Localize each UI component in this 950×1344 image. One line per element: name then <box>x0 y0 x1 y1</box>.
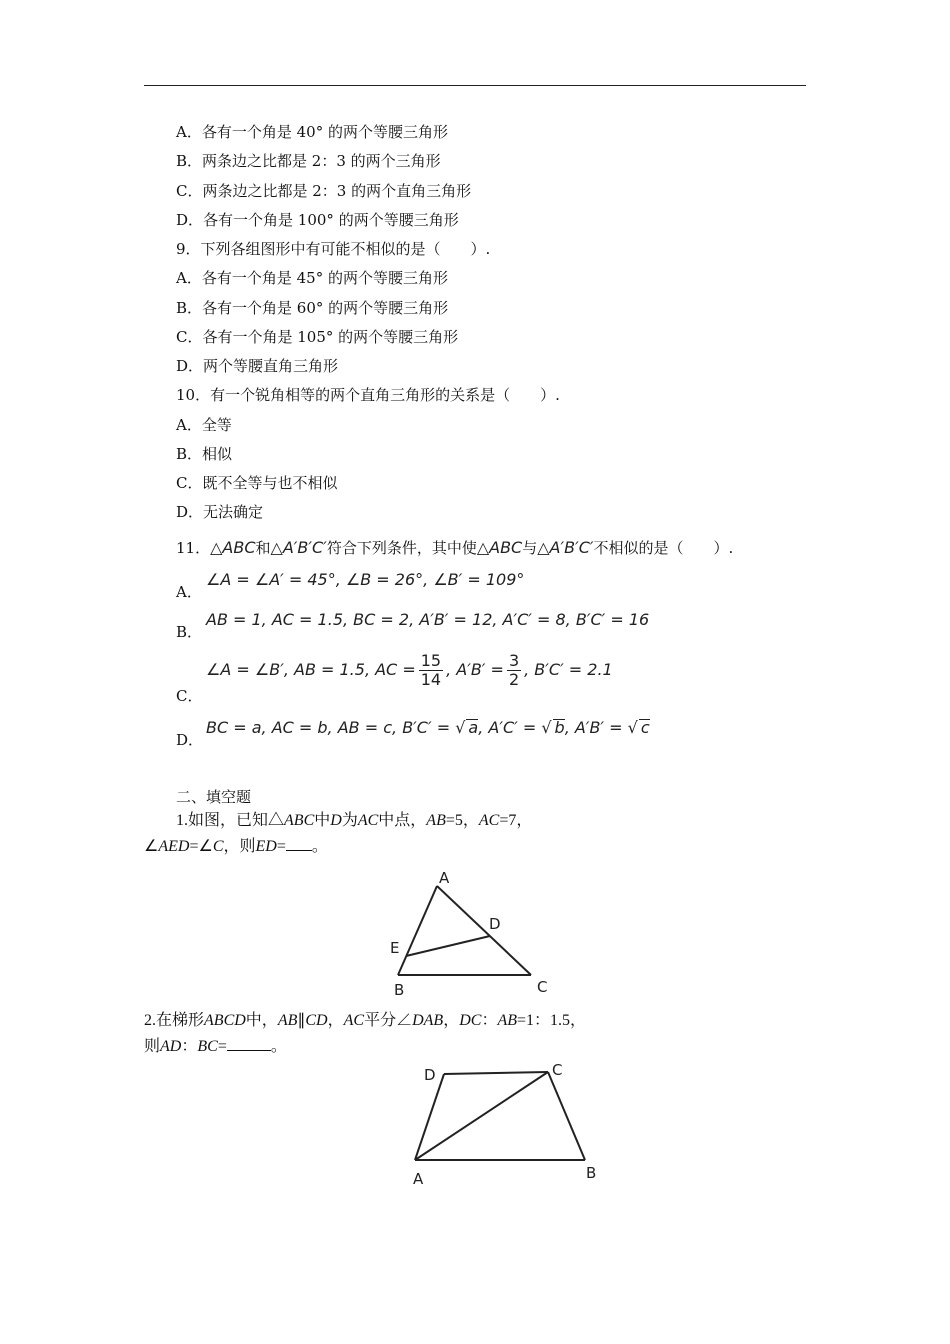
q11-option-b-math: AB = 1, AC = 1.5, BC = 2, A′B′ = 12, A′C′ = 8, B′C′ = 16 <box>206 610 650 629</box>
trapezoid-diagonal-ac <box>415 1072 548 1160</box>
figure-triangle <box>380 866 560 1000</box>
q11-tri3: △ABC <box>476 538 523 557</box>
q11-with: 与 <box>522 539 538 557</box>
q9-stem: 9．下列各组图形中有可能不相似的是（ ）. <box>176 240 491 258</box>
q9-option-b: B．各有一个角是 60° 的两个等腰三角形 <box>176 299 449 317</box>
q11-option-c-math <box>206 652 613 689</box>
fill-q1-ac: AC <box>357 812 379 829</box>
fill-q2-ac: AC <box>343 1012 365 1029</box>
fig1-label-d: D <box>489 915 501 933</box>
q11-option-d-label: D． <box>176 731 204 749</box>
q11-tri4: △A′B′C′ <box>537 538 594 557</box>
q11-stem <box>176 538 733 558</box>
fill-q1-text: 。 <box>311 838 328 855</box>
q11-middle: 符合下列条件，其中使 <box>326 539 477 557</box>
q11-option-a-math: ∠A = ∠A′ = 45°, ∠B = 26°, ∠B′ = 109° <box>206 570 525 589</box>
q11-option-a-label: A． <box>176 583 202 601</box>
fig2-label-c: C <box>552 1061 563 1079</box>
q11-d-part-c: , A′B′ = <box>564 718 623 737</box>
q10-stem: 10．有一个锐角相等的两个直角三角形的关系是（ ）. <box>176 386 560 404</box>
q11-c-frac1-den: 14 <box>420 670 442 689</box>
fill-q2-text: = <box>217 1038 227 1055</box>
q11-c-part-b: , A′B′ = <box>446 660 504 679</box>
q11-d-sqrt2: b <box>554 718 565 737</box>
fill-q1-text: ，则 <box>223 838 256 855</box>
fill-q2-bc: BC <box>197 1038 218 1055</box>
fill-q1-answer-blank[interactable] <box>286 836 312 851</box>
q11-c-frac1 <box>419 652 443 689</box>
fig2-label-a: A <box>413 1170 424 1188</box>
q11-c-part-a: ∠A = ∠B′, AB = 1.5, AC = <box>206 660 416 679</box>
fill-q1-text: 1.如图，已知△ <box>176 812 285 829</box>
q11-prefix: 11． <box>176 539 211 557</box>
q11-option-b-label: B． <box>176 623 203 641</box>
fill-q1-text: =5， <box>445 812 479 829</box>
q10-option-a: A．全等 <box>176 416 232 434</box>
fill-q2-answer-blank[interactable] <box>227 1036 271 1051</box>
fill-q2-dab: DAB <box>412 1012 444 1029</box>
q9-option-a: A．各有一个角是 45° 的两个等腰三角形 <box>176 269 448 287</box>
fill-q1-text: 为 <box>341 812 358 829</box>
fill-q1-c: C <box>212 838 224 855</box>
fill-q1-line1 <box>176 811 532 831</box>
q11-tri2: △A′B′C′ <box>270 538 327 557</box>
fill-q2-text: ： <box>481 1012 498 1029</box>
fill-q2-text: 平分∠ <box>364 1012 413 1029</box>
q11-d-part-a: BC = a, AC = b, AB = c, B′C′ = <box>206 718 451 737</box>
fill-q1-text: ∠ <box>144 838 159 855</box>
fill-q2-dc: DC <box>459 1012 482 1029</box>
q11-c-frac2 <box>507 652 521 689</box>
q8-option-d: D．各有一个角是 100° 的两个等腰三角形 <box>176 211 459 229</box>
q10-option-b: B．相似 <box>176 445 233 463</box>
triangle-segment-ed <box>406 936 490 956</box>
fill-q1-aed: AED <box>158 838 190 855</box>
q11-d-part-b: , A′C′ = <box>478 718 537 737</box>
fig1-label-a: A <box>439 869 450 887</box>
fill-q2-ad: AD <box>160 1038 182 1055</box>
fill-q1-text: 中 <box>314 812 331 829</box>
q11-suffix: 不相似的是（ ）. <box>593 539 734 557</box>
fill-q2-line1 <box>144 1011 586 1031</box>
fill-q1-abc: ABC <box>284 812 315 829</box>
fill-q2-text: ∥ <box>297 1012 306 1029</box>
fig1-label-e: E <box>390 939 400 957</box>
fig1-label-b: B <box>394 981 405 999</box>
q11-and: 和 <box>255 539 271 557</box>
q10-option-d: D．无法确定 <box>176 503 264 521</box>
fill-q2-text: 。 <box>270 1038 287 1055</box>
fill-q2-text: 2.在梯形 <box>144 1012 205 1029</box>
q11-c-frac1-num: 15 <box>420 651 442 670</box>
q11-c-part-c: , B′C′ = 2.1 <box>524 660 613 679</box>
q8-option-c: C．两条边之比都是 2：3 的两个直角三角形 <box>176 182 472 200</box>
triangle-side-ac <box>437 886 531 975</box>
fill-q1-ed: ED <box>255 838 277 855</box>
fill-q1-text: =∠ <box>189 838 213 855</box>
fill-q1-text: 中点， <box>378 812 427 829</box>
q11-c-frac2-num: 3 <box>508 651 520 670</box>
trapezoid-side-ad <box>415 1074 444 1160</box>
fill-q2-text: 中， <box>245 1012 278 1029</box>
fill-q1-line2 <box>144 836 328 857</box>
q11-d-sqrt3: c <box>640 718 650 737</box>
fill-q2-text: 则 <box>144 1038 161 1055</box>
fill-q2-text: ， <box>443 1012 460 1029</box>
trapezoid-side-dc <box>444 1072 548 1074</box>
q10-option-c: C．既不全等与也不相似 <box>176 474 338 492</box>
fill-q2-cd: CD <box>305 1012 328 1029</box>
q9-option-c: C．各有一个角是 105° 的两个等腰三角形 <box>176 328 459 346</box>
fig1-label-c: C <box>537 978 548 996</box>
q11-d-sqrt1: a <box>468 718 479 737</box>
fill-q2-line2 <box>144 1036 287 1057</box>
trapezoid-side-bc <box>548 1072 585 1160</box>
fig2-label-d: D <box>424 1066 436 1084</box>
fill-q1-d: D <box>330 812 342 829</box>
fill-q1-text: =7， <box>499 812 533 829</box>
fill-q2-abcd: ABCD <box>204 1012 246 1029</box>
section2-heading: 二、填空题 <box>176 788 252 806</box>
q11-option-d-math: BC = a, AC = b, AB = c, B′C′ = √ a, A′C′ = √ b, A′B′ = √ c <box>206 718 650 737</box>
q11-tri1: △ABC <box>210 538 256 557</box>
q8-option-b: B．两条边之比都是 2：3 的两个三角形 <box>176 152 441 170</box>
figure-trapezoid <box>400 1058 610 1192</box>
fill-q2-ab: AB <box>277 1012 298 1029</box>
fill-q2-text: =1：1.5， <box>517 1012 587 1029</box>
fig2-label-b: B <box>586 1164 597 1182</box>
fill-q2-text: ， <box>327 1012 344 1029</box>
q9-option-d: D．两个等腰直角三角形 <box>176 357 339 375</box>
triangle-side-ab <box>398 886 437 975</box>
fill-q1-text: = <box>276 838 286 855</box>
q11-c-frac2-den: 2 <box>508 670 520 689</box>
q11-option-c-label: C． <box>176 687 203 705</box>
fill-q1-ac2: AC <box>478 812 500 829</box>
fill-q1-ab: AB <box>426 812 446 829</box>
fill-q2-text: ： <box>181 1038 198 1055</box>
fill-q2-ab2: AB <box>497 1012 517 1029</box>
q8-option-a: A．各有一个角是 40° 的两个等腰三角形 <box>176 123 448 141</box>
header-rule <box>144 85 806 86</box>
